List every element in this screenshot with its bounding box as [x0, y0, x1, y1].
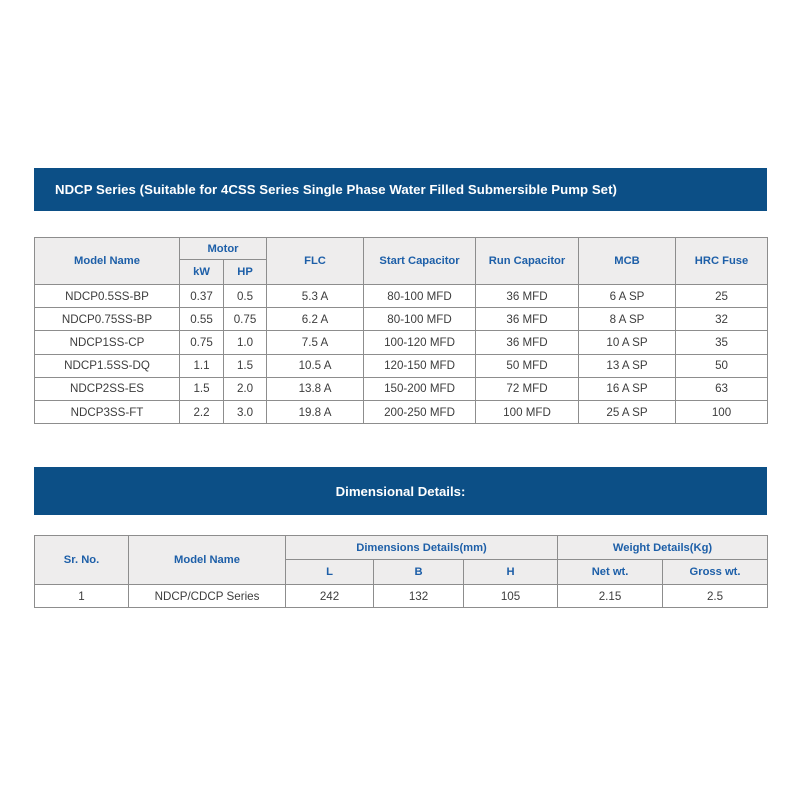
cell-kw: 0.37	[180, 285, 224, 308]
dimensional-details-banner	[34, 467, 767, 515]
table-row	[35, 354, 768, 377]
cell-mcb: 13 A SP	[579, 354, 676, 377]
table-row	[35, 285, 768, 308]
table-row	[35, 377, 768, 400]
cell-model-name: NDCP0.5SS-BP	[35, 285, 180, 308]
cell-run-capacitor: 50 MFD	[476, 354, 579, 377]
cell-start-capacitor: 80-100 MFD	[364, 285, 476, 308]
specs-col-header-flc: FLC	[267, 238, 364, 285]
pump-specifications-table	[34, 237, 768, 424]
cell-kw: 2.2	[180, 400, 224, 423]
cell-kw: 0.55	[180, 308, 224, 331]
cell-model-name: NDCP0.75SS-BP	[35, 308, 180, 331]
cell-model-name: NDCP3SS-FT	[35, 400, 180, 423]
dims-col-header-height: H	[464, 560, 558, 585]
specs-section-title: NDCP Series (Suitable for 4CSS Series Single Phase Water Filled Submersible Pump Set)	[55, 182, 617, 197]
cell-kw: 0.75	[180, 331, 224, 354]
cell-hrc-fuse: 63	[676, 377, 768, 400]
specs-header-row-top	[35, 238, 768, 260]
dimensional-details-title: Dimensional Details:	[335, 483, 466, 499]
cell-mcb: 6 A SP	[579, 285, 676, 308]
cell-start-capacitor: 120-150 MFD	[364, 354, 476, 377]
cell-net-wt: 2.15	[558, 585, 663, 608]
dims-col-header-net-wt: Net wt.	[558, 560, 663, 585]
cell-flc: 6.2 A	[267, 308, 364, 331]
specs-col-header-start-capacitor: Start Capacitor	[364, 238, 476, 285]
cell-hrc-fuse: 35	[676, 331, 768, 354]
specs-col-header-mcb: MCB	[579, 238, 676, 285]
specs-col-header-hrc-fuse: HRC Fuse	[676, 238, 768, 285]
cell-run-capacitor: 36 MFD	[476, 331, 579, 354]
cell-flc: 5.3 A	[267, 285, 364, 308]
dims-col-header-breadth: B	[374, 560, 464, 585]
cell-breadth: 132	[374, 585, 464, 608]
cell-mcb: 25 A SP	[579, 400, 676, 423]
dims-col-header-length: L	[286, 560, 374, 585]
table-row	[35, 585, 768, 608]
cell-hp: 1.5	[224, 354, 267, 377]
dims-col-header-weight-group: Weight Details(Kg)	[558, 536, 768, 560]
cell-run-capacitor: 36 MFD	[476, 285, 579, 308]
cell-gross-wt: 2.5	[663, 585, 768, 608]
specs-col-header-model-name: Model Name	[35, 238, 180, 285]
cell-hp: 3.0	[224, 400, 267, 423]
dims-col-header-gross-wt: Gross wt.	[663, 560, 768, 585]
specs-col-header-kw: kW	[180, 260, 224, 285]
cell-hp: 1.0	[224, 331, 267, 354]
cell-model-name: NDCP2SS-ES	[35, 377, 180, 400]
cell-run-capacitor: 100 MFD	[476, 400, 579, 423]
cell-length: 242	[286, 585, 374, 608]
cell-model-name: NDCP1SS-CP	[35, 331, 180, 354]
cell-mcb: 8 A SP	[579, 308, 676, 331]
specs-col-header-run-capacitor: Run Capacitor	[476, 238, 579, 285]
cell-flc: 19.8 A	[267, 400, 364, 423]
cell-hrc-fuse: 25	[676, 285, 768, 308]
dims-col-header-model-name: Model Name	[129, 536, 286, 585]
cell-hrc-fuse: 100	[676, 400, 768, 423]
cell-model-name: NDCP/CDCP Series	[129, 585, 286, 608]
cell-start-capacitor: 100-120 MFD	[364, 331, 476, 354]
dims-col-header-sr-no: Sr. No.	[35, 536, 129, 585]
cell-start-capacitor: 200-250 MFD	[364, 400, 476, 423]
cell-hp: 2.0	[224, 377, 267, 400]
dims-col-header-dimensions-group: Dimensions Details(mm)	[286, 536, 558, 560]
cell-hp: 0.75	[224, 308, 267, 331]
cell-kw: 1.1	[180, 354, 224, 377]
cell-hrc-fuse: 32	[676, 308, 768, 331]
specs-section-banner	[34, 168, 767, 211]
specs-col-header-hp: HP	[224, 260, 267, 285]
cell-flc: 10.5 A	[267, 354, 364, 377]
cell-model-name: NDCP1.5SS-DQ	[35, 354, 180, 377]
cell-run-capacitor: 72 MFD	[476, 377, 579, 400]
cell-flc: 7.5 A	[267, 331, 364, 354]
cell-start-capacitor: 80-100 MFD	[364, 308, 476, 331]
cell-hp: 0.5	[224, 285, 267, 308]
cell-run-capacitor: 36 MFD	[476, 308, 579, 331]
cell-kw: 1.5	[180, 377, 224, 400]
cell-sr-no: 1	[35, 585, 129, 608]
cell-hrc-fuse: 50	[676, 354, 768, 377]
cell-start-capacitor: 150-200 MFD	[364, 377, 476, 400]
table-row	[35, 331, 768, 354]
specs-col-header-motor: Motor	[180, 238, 267, 260]
dims-header-row-top	[35, 536, 768, 560]
cell-height: 105	[464, 585, 558, 608]
cell-mcb: 10 A SP	[579, 331, 676, 354]
table-row	[35, 308, 768, 331]
dimensional-details-table	[34, 535, 768, 608]
cell-mcb: 16 A SP	[579, 377, 676, 400]
cell-flc: 13.8 A	[267, 377, 364, 400]
table-row	[35, 400, 768, 423]
